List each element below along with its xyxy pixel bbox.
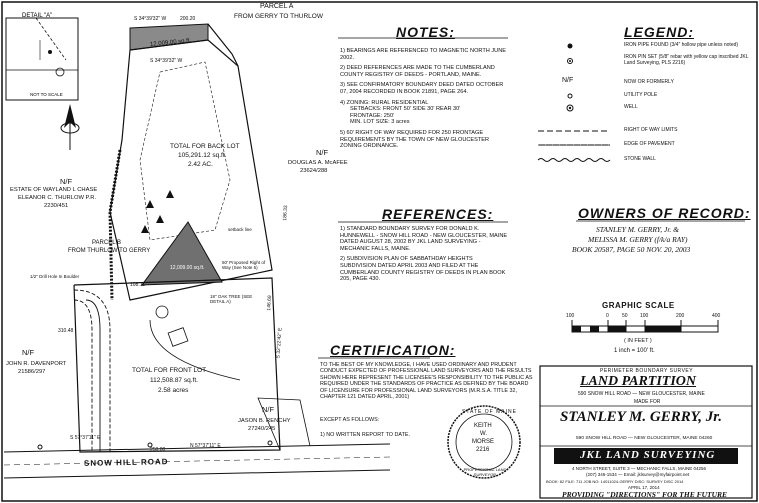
abutter-west-bottom-line2: 21586/297 — [18, 369, 46, 375]
seal-name3: MORSE — [472, 439, 495, 445]
title-block-made-for: MADE FOR — [634, 399, 661, 405]
notes-title: NOTES: — [396, 24, 455, 40]
legend-title: LEGEND: — [624, 24, 694, 40]
bearing-d250: 250.00 — [150, 447, 166, 453]
bearing-d186: 186.33 — [282, 205, 290, 221]
owners-line1: STANLEY M. GERRY, Jr. & — [596, 225, 680, 234]
reference-2: 2) SUBDIVISION PLAN OF SABBATHDAY HEIGHTS SUBDIVISION DATED APRIL 2003 AND FILED AT THE CUMBERLAND COUNTY REGISTRY OF DEEDS IN PLAN BOOK 205, PAGE 430. — [340, 256, 506, 283]
references-title: REFERENCES: — [382, 206, 494, 222]
scale-tick-100: 100 — [640, 313, 649, 319]
abutter-west-bottom-nf: N/F — [22, 348, 35, 357]
references-list — [340, 226, 510, 287]
scale-ratio: 1 inch = 100' ft. — [614, 348, 655, 354]
abutter-east-top-line2: 23624/288 — [300, 168, 328, 174]
legend-item-iron-pin: IRON PIN SET (5/8" rebar with yellow cap inscribed JKL Land Surveying, PLS 2216) — [624, 54, 749, 66]
note-5: 5) 60' RIGHT OF WAY REQUIRED FOR 250 FRONTAGE REQUIREMENTS BY THE TOWN OF NEW GLOUCESTER ZONING ORDINANCE. — [340, 129, 490, 150]
note-4-frontage: FRONTAGE: 250' — [350, 112, 395, 119]
legend-item-well: WELL — [624, 104, 638, 110]
title-block-client-address: 590 SNOW HILL ROAD — NEW GLOUCESTER, MAINE 04260 — [576, 436, 713, 441]
note-3: 3) SEE CONFIRMATORY BOUNDARY DEED DATED OCTOBER 07, 2004 RECORDED IN BOOK 21891, PAGE 264. — [340, 82, 504, 95]
back-lot-sqft: 105,291.12 sq.ft. — [178, 152, 227, 159]
back-lot-acres: 2.42 AC. — [188, 161, 213, 168]
road-label: SNOW HILL ROAD — [83, 457, 169, 468]
legend-item-nf: NOW OR FORMERLY — [624, 79, 674, 85]
back-lot-title: TOTAL FOR BACK LOT — [170, 143, 240, 150]
note-4-minlot: MIN. LOT SIZE: 3 acres — [350, 119, 410, 126]
legend-nf-symbol: N/F — [562, 77, 574, 84]
title-block-meta: BOOK: 82 FILE: 711 JOB NO: 14011024-GERRY DISC: SURVEY DISC 2014 — [546, 479, 684, 484]
abutter-south-east-line1: JASON B. RENCHY — [238, 418, 291, 424]
legend-item-iron-pipe: IRON PIPE FOUND (3/4" hollow pipe unless noted) — [624, 42, 739, 48]
detail-not-to-scale: NOT TO SCALE — [30, 92, 63, 97]
legend-item-row: RIGHT OF WAY LIMITS — [624, 127, 678, 133]
note-1: 1) BEARINGS ARE REFERENCED TO MAGNETIC NORTH JUNE 2002. — [340, 48, 506, 61]
abutter-south-east-line2: 27240/245 — [248, 426, 276, 432]
scale-tick-200: 200 — [676, 313, 685, 319]
abutter-south-east-nf: N/F — [262, 405, 275, 414]
owners-title: OWNERS OF RECORD: — [578, 205, 751, 221]
bearing-d108: 108.11 — [130, 282, 145, 288]
parcel-b-subtitle: FROM THURLOW TO GERRY — [68, 248, 151, 254]
parcel-a-area: 12,009.00 sq.ft. — [149, 37, 192, 49]
title-block-title: LAND PARTITION — [580, 374, 697, 389]
drill-hole-annotation: 1/2" Drill Hole In Boulder — [30, 274, 80, 279]
parcel-a-subtitle: FROM GERRY TO THURLOW — [234, 13, 323, 20]
oak-tree-annotation: 18" OAK TREE (SEE DETAIL A) — [210, 294, 253, 304]
seal-name2: W. — [480, 431, 487, 437]
certification-except: EXCEPT AS FOLLOWS: — [320, 417, 380, 423]
abutter-west-top-line3: 2230/451 — [44, 203, 69, 209]
seal-name1: KEITH — [474, 423, 492, 429]
certification-item: 1) NO WRITTEN REPORT TO DATE. — [320, 432, 410, 438]
scale-tick-100-left: 100 — [566, 313, 575, 319]
abutter-west-top-line1: ESTATE OF WAYLAND L CHASE — [10, 187, 98, 193]
owners-line2: MELISSA M. GERRY (f/k/a RAY) — [588, 235, 688, 244]
company-address: 4 NORTH STREET, SUITE 3 — MECHANIC FALLS, MAINE 04256 — [572, 466, 706, 471]
legend-item-stone-wall: STONE WALL — [624, 156, 656, 162]
bearing-b7: S 57°37'11" E — [70, 435, 101, 441]
seal-state: STATE OF MAINE — [462, 409, 517, 415]
abutter-west-top-line2: ELEANOR C. THURLOW P.R. — [18, 195, 97, 201]
company-contact: (207) 346-1534 — Email: jklsurvey@myfairpoint.net — [586, 472, 690, 477]
company-name: JKL LAND SURVEYING — [580, 449, 716, 461]
front-lot-sqft: 112,508.87 sq.ft. — [150, 377, 198, 384]
legend-item-utility: UTILITY POLE — [624, 92, 658, 98]
bearing-b8: N 57°37'11" E — [190, 443, 221, 449]
front-lot-title: TOTAL FOR FRONT LOT — [132, 367, 207, 374]
certification-text: TO THE BEST OF MY KNOWLEDGE, I HAVE USED ORDINARY AND PRUDENT CONDUCT EXPECTED OF PROFESSIONAL LAND SURVEYORS AND THE RESULTS SHOWN HERE REPRESENT THE LICENSEE'S RESPONSIBILITY TO THE PUBLIC AS REQUIRED UNDER THE STANDARDS OF PRACTICE AS DEFINED BY THE BOARD OF LICENSURE FOR PROFESSIONAL LAND SURVEYORS (M.R.S.A. TITLE 32, CHAPTER 121 DATED APRIL, 2001) — [320, 362, 533, 401]
detail-title: DETAIL "A" — [22, 13, 53, 19]
scale-title: GRAPHIC SCALE — [602, 301, 675, 310]
abutter-west-bottom-line1: JOHN R. DAVENPORT — [6, 361, 67, 367]
row-annotation: 60' Proposed Right of Way (See Note 5) — [222, 260, 266, 270]
setback-annotation: setback line — [228, 227, 252, 232]
scale-tick-50: 50 — [622, 313, 628, 319]
title-block-subtitle: PERIMETER BOUNDARY SURVEY — [600, 368, 694, 374]
certification-title: CERTIFICATION: — [330, 342, 456, 358]
note-4: 4) ZONING: RURAL RESIDENTIAL — [340, 99, 429, 106]
title-block-address: 590 SNOW HILL ROAD — NEW GLOUCESTER, MAINE — [578, 391, 705, 397]
bearing-b5: S 32°22'42" E — [275, 327, 284, 359]
title-block-date: APRIL 17, 2014 — [628, 485, 660, 490]
reference-1: 1) STANDARD BOUNDARY SURVEY FOR DONALD K. HUNNEWELL - SNOW HILL ROAD - NEW GLOUCESTER, MAINE DATED AUGUST 28, 2002 BY JKL LAND SURVEYING - MECHANIC FALLS, MAINE. — [340, 226, 508, 252]
scale-tick-400: 400 — [712, 313, 721, 319]
bearing-d146: 146.69 — [266, 295, 274, 311]
scale-tick-0: 0 — [606, 313, 609, 319]
note-4-setbacks: SETBACKS: FRONT 50' SIDE 30' REAR 30' — [350, 106, 461, 113]
scale-unit: ( IN FEET ) — [624, 338, 652, 344]
company-slogan: PROVIDING "DIRECTIONS" FOR THE FUTURE — [562, 490, 728, 499]
front-lot-acres: 2.58 acres — [158, 387, 189, 394]
abutter-east-top-nf: N/F — [316, 148, 329, 157]
legend-item-pavement: EDGE OF PAVEMENT — [624, 141, 675, 147]
parcel-a-title: PARCEL A — [260, 3, 294, 10]
parcel-b-title: PARCEL B — [92, 240, 122, 246]
parcel-b-area: 12,009.00 sq.ft. — [170, 265, 205, 271]
bearing-b2: S 34°39'32" W — [150, 58, 183, 64]
seal-bottom: PROFESSIONAL LAND SURVEYOR — [463, 467, 507, 477]
bearing-b1-dist: 200.20 — [180, 16, 196, 22]
notes-list — [340, 48, 510, 154]
abutter-west-top-nf: N/F — [60, 177, 73, 186]
owners-line3: BOOK 20587, PAGE 50 NOV. 20, 2003 — [572, 245, 691, 254]
bearing-d310: 310.48 — [58, 328, 74, 334]
seal-number: 2216 — [476, 447, 490, 453]
bearing-b1: S 34°39'32" W — [134, 16, 167, 22]
note-2: 2) DEED REFERENCES ARE MADE TO THE CUMBERLAND COUNTY REGISTRY OF DEEDS - PORTLAND, MAINE. — [340, 65, 495, 78]
title-block-client: STANLEY M. GERRY, Jr. — [560, 409, 722, 425]
abutter-east-top-line1: DOUGLAS A. McAFEE — [288, 160, 348, 166]
